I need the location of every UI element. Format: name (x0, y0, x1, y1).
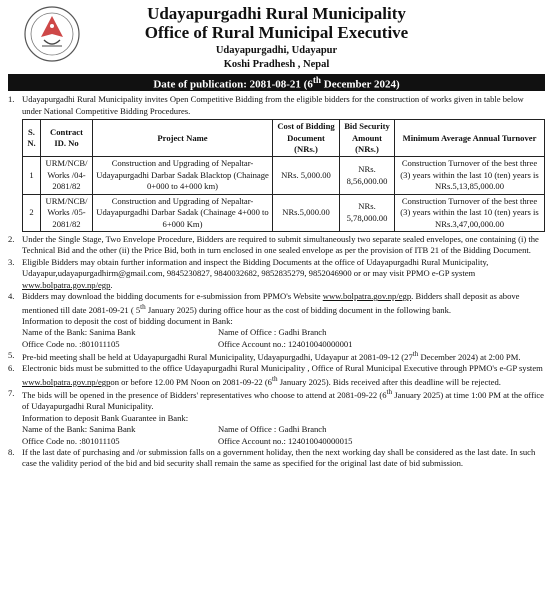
table-header-row (23, 120, 545, 157)
col-header-sn: S. N. (23, 120, 41, 157)
cell-sn: 1 (23, 157, 41, 194)
clause-5 (8, 350, 545, 363)
bank-office: Name of Office : Gadhi Branch (218, 327, 327, 338)
egp-link[interactable]: www.bolpatra.gov.np/egp (22, 376, 111, 387)
bank-details (22, 424, 545, 447)
clause-text: Electronic bids must be submitted to the office Udayapurgadhi Rural Municipality , Office of Rural Municipal Executive through PPMO's e-GP system (22, 363, 543, 374)
clause-text: . Bidders shall deposit as above mentioned till date 2081-09-21 ( 5 (22, 291, 520, 315)
cell-bid-security: NRs. 5,78,000.00 (340, 194, 395, 231)
table-row (23, 194, 545, 231)
clause-2 (8, 234, 545, 257)
clause-number: 1. (8, 94, 15, 105)
bank-office: Name of Office : Gadhi Branch (218, 424, 327, 435)
office-name: Office of Rural Municipal Executive (144, 22, 409, 42)
col-header-project-name: Project Name (93, 120, 273, 157)
clause-number: 8. (8, 447, 15, 458)
clause-text: Pre-bid meeting shall be held at Udayapurgadhi Rural Municipality, Udayapurgadhi, Udayapur at 2081-09-12 (27 (22, 351, 413, 362)
col-header-contract-id: Contract ID. No (41, 120, 93, 157)
clause-number: 6. (8, 363, 15, 374)
clause-text: January 2025) at time 1:00 PM at the office of Udayapurgadhi Rural Municipality. (22, 389, 544, 412)
col-header-bid-security: Bid Security Amount (NRs.) (340, 120, 395, 157)
bank-info-label: Information to deposit Bank Guarantee in Bank: (22, 412, 189, 423)
cell-contract-id: URM/NCB/ Works /05-2081/82 (41, 194, 93, 231)
cell-bid-security: NRs. 8,56,000.00 (340, 157, 395, 194)
cell-contract-id: URM/NCB/ Works /04-2081/82 (41, 157, 93, 194)
egp-link[interactable]: www.bolpatra.gov.np/egp (322, 291, 412, 302)
clause-number: 4. (8, 291, 15, 302)
clause-text: Bidders may download the bidding documents for e-submission from PPMO's Website (22, 291, 323, 302)
clause-tail: . (110, 279, 113, 290)
clause-8 (8, 447, 545, 470)
bank-name: Name of the Bank: Sanima Bank (22, 327, 136, 338)
clause-text: December 2024) at 2:00 PM. (418, 351, 521, 362)
pub-date-sup: th (312, 74, 322, 85)
clause-text: on or before 12.00 PM Noon on 2081-09-22 (6 (110, 376, 272, 387)
table-row (23, 157, 545, 194)
ordinal-sup: th (271, 374, 278, 383)
col-header-doc-cost: Cost of Bidding Document (NRs.) (273, 120, 340, 157)
office-account: Office Account no.: 124010040000015 (218, 435, 353, 446)
clause-text: If the last date of purchasing and /or submission falls on a government holiday, then the next working day shall be considered as the last date. In such case the validity period of the bid and bid security shall remain the same as specified for the original last date of bid submission. (22, 447, 536, 469)
clause-4 (8, 291, 545, 350)
clause-number: 5. (8, 350, 15, 361)
clause-text: January 2025) during office hour as the cost of bidding document in the following bank. (145, 304, 452, 315)
publication-date (8, 74, 545, 92)
bank-name: Name of the Bank: Sanima Bank (22, 424, 136, 435)
nepal-emblem-icon (22, 4, 82, 64)
cell-project-name: Construction and Upgrading of Nepaltar-Udayapurgadhi Darbar Sadak Blacktop (Chainage 0+000 to 4+000 km) (93, 157, 273, 194)
clause-number: 2. (8, 234, 15, 245)
pub-date-text: Date of publication: 2081-08-21 (6 (153, 78, 313, 91)
clause-6 (8, 363, 545, 388)
cell-doc-cost: NRs. 5,000.00 (273, 157, 340, 194)
cell-doc-cost: NRs.5,000.00 (273, 194, 340, 231)
clause-text: January 2025). Bids received after this deadline will be rejected. (277, 376, 501, 387)
cell-sn: 2 (23, 194, 41, 231)
ordinal-sup: th (140, 302, 146, 311)
col-header-turnover: Minimum Average Annual Turnover (395, 120, 545, 157)
clause-7 (8, 388, 545, 447)
works-table (22, 119, 545, 232)
office-code: Office Code no. :801011105 (22, 435, 120, 446)
province-country: Koshi Pradhesh , Nepal (223, 58, 330, 70)
bank-details (22, 327, 545, 350)
notice-header (8, 5, 545, 70)
office-account: Office Account no.: 124010040000001 (218, 338, 353, 349)
cell-project-name: Construction and Upgrading of Nepaltar-Udayapurgadhi Darbar Sadak (Chainage 4+000 to 6+000 Km) (93, 194, 273, 231)
ordinal-sup: th (412, 350, 419, 359)
egp-link[interactable]: www.bolpatra.gov.np/egp (22, 279, 111, 290)
clause-text: The bids will be opened in the presence of Bidders' representatives who choose to attend at 2081-09-22 (6 (22, 389, 387, 400)
ordinal-sup: th (386, 388, 393, 397)
cell-turnover: Construction Turnover of the best three (3) years within the last 10 (ten) years is NRs.3,47,00,000.00 (395, 194, 545, 231)
clause-text: Eligible Bidders may obtain further information and inspect the Bidding Documents at the office of Udayapurgadhi Rural Municipality, Udayapur,udayapurgadhirm@gmail.com, 9845230827, 9840032682, 9852835279, 9852046900 or or may visit PPMO e-GP system (22, 256, 489, 279)
cell-turnover: Construction Turnover of the best three (3) years within the last 10 (ten) years is NRs.5,13,85,000.00 (395, 157, 545, 194)
clause-3 (8, 257, 545, 291)
clause-text: Udayapurgadhi Rural Municipality invites Open Competitive Bidding from the eligible bidders for the construction of works given in table below under National Competitive Bidding Procedures. (22, 94, 524, 116)
clause-number: 7. (8, 388, 15, 399)
office-location: Udayapurgadhi, Udayapur (215, 44, 338, 56)
clause-1 (8, 94, 545, 234)
municipality-name: Udayapurgadhi Rural Municipality (147, 4, 406, 23)
office-code: Office Code no. :801011105 (22, 338, 120, 349)
clause-number: 3. (8, 256, 15, 267)
pub-date-suffix: December 2024) (321, 78, 400, 91)
clause-text: Under the Single Stage, Two Envelope Procedure, Bidders are required to submit simultaneously two separate sealed envelopes, one containing (i) the Technical Bid and the other (ii) the Price Bid, both in turn enclosed in one sealed envelope as per the provision of ITB 21 of the Bidding Document. (22, 234, 539, 256)
bank-info-label: Information to deposit the cost of bidding document in Bank: (22, 315, 233, 326)
